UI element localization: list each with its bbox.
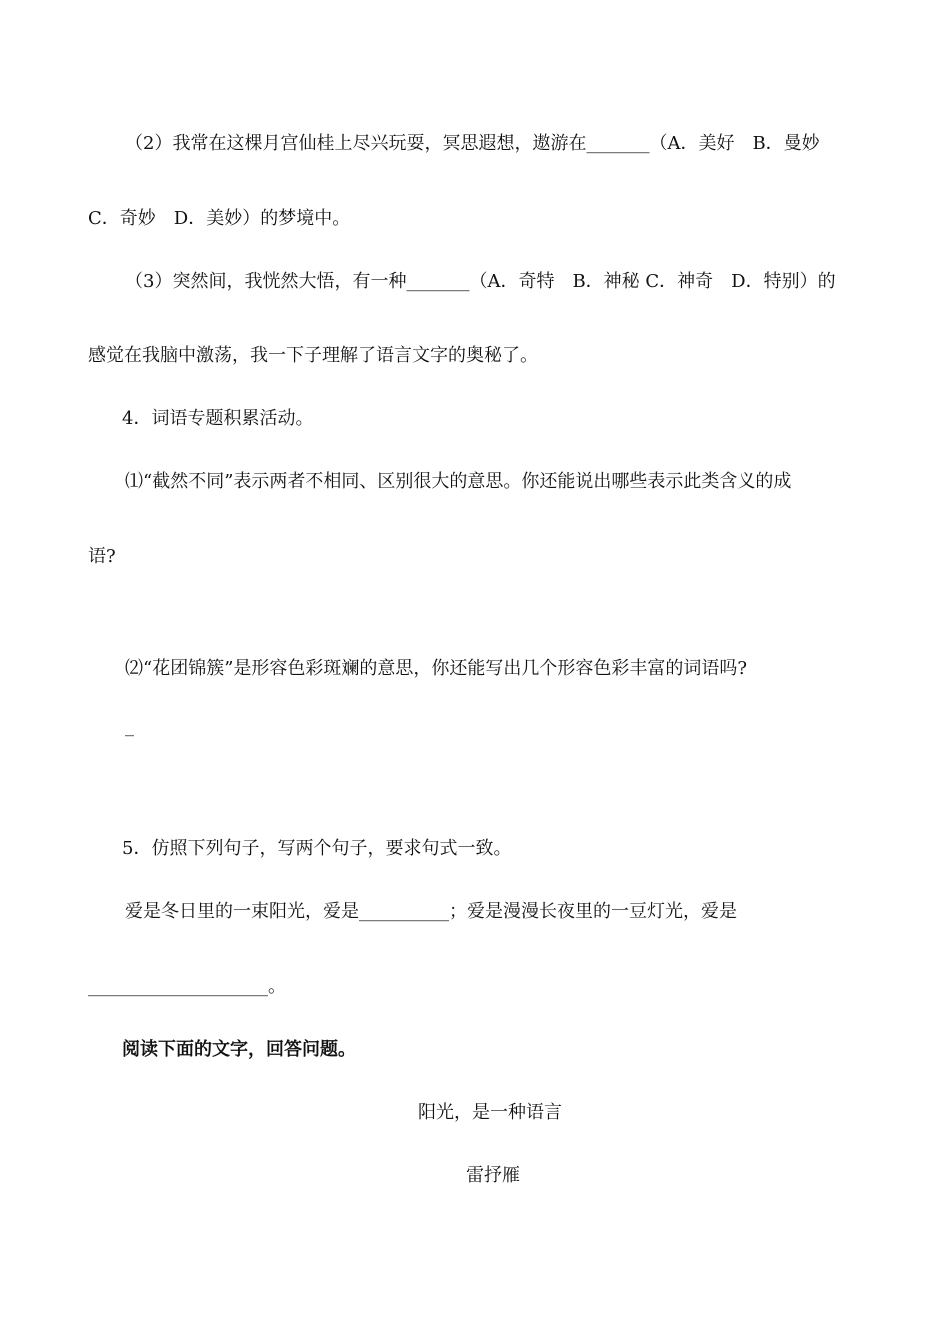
q5-sentence-line1: 爱是冬日里的一束阳光，爱是__________；爱是漫漫长夜里的一豆灯光，爱是	[125, 901, 737, 922]
q3-item2-line2: C．奇妙 D．美妙）的梦境中。	[88, 208, 351, 229]
q4-answer-blank[interactable]: _	[125, 716, 134, 737]
q4-heading: 4．词语专题积累活动。	[122, 408, 314, 429]
q4-item1-line2: 语?	[88, 546, 116, 567]
q4-item1-line1: ⑴“截然不同”表示两者不相同、区别很大的意思。你还能说出哪些表示此类含义的成	[125, 471, 792, 492]
reading-title: 阳光，是一种语言	[418, 1102, 562, 1123]
q3-item3-line1: （3）突然间，我恍然大悟，有一种_______（A．奇特 B．神秘 C．神奇 D．特别）的	[125, 271, 836, 292]
q3-item2-line1: （2）我常在这棵月宫仙桂上尽兴玩耍，冥思遐想，遨游在_______（A．美好 B．曼妙	[125, 133, 820, 154]
q5-sentence-line2: ____________________。	[88, 976, 286, 997]
q3-item3-line2: 感觉在我脑中激荡，我一下子理解了语言文字的奥秘了。	[88, 345, 538, 366]
q4-item2: ⑵“花团锦簇”是形容色彩斑斓的意思，你还能写出几个形容色彩丰富的词语吗?	[125, 658, 748, 679]
reading-author: 雷抒雁	[466, 1165, 520, 1186]
q5-heading: 5．仿照下列句子，写两个句子，要求句式一致。	[122, 838, 512, 859]
reading-instruction: 阅读下面的文字，回答问题。	[122, 1039, 356, 1060]
